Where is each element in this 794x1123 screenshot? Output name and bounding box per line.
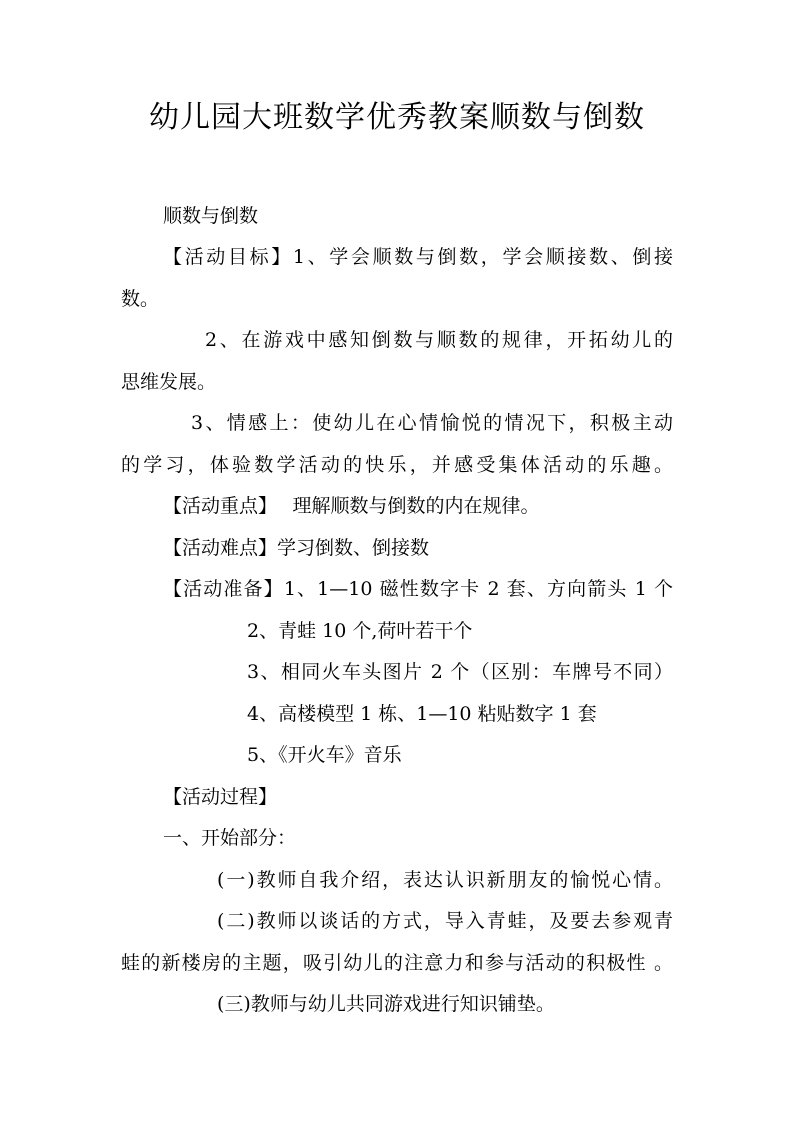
process-step-continued: 蛙的新楼房的主题，吸引幼儿的注意力和参与活动的积极性 。 bbox=[121, 952, 673, 974]
preparation-item: 5、《开火车》音乐 bbox=[247, 744, 402, 766]
process-subheading: 一、开始部分： bbox=[163, 827, 297, 849]
process-step: (二)教师以谈话的方式，导入青蛙，及要去参观青 bbox=[217, 910, 673, 932]
preparation-line: 【活动准备】1、1—10 磁性数字卡 2 套、方向箭头 1 个 bbox=[163, 578, 673, 600]
paragraph-line: 【活动目标】1、学会顺数与倒数，学会顺接数、倒接 bbox=[163, 246, 673, 268]
process-step: (三)教师与幼儿共同游戏进行知识铺垫。 bbox=[217, 993, 555, 1015]
paragraph-line: 思维发展。 bbox=[121, 371, 217, 393]
key-point-line: 【活动重点】 理解顺数与倒数的内在规律。 bbox=[163, 495, 540, 517]
preparation-item: 3、相同火车头图片 2 个（区别：车牌号不同） bbox=[247, 661, 673, 683]
paragraph-line: 的学习，体验数学活动的快乐，并感受集体活动的乐趣。 bbox=[121, 454, 673, 476]
paragraph-line: 3、情感上：使幼儿在心情愉悦的情况下，积极主动 bbox=[191, 412, 673, 434]
document-title: 幼儿园大班数学优秀教案顺数与倒数 bbox=[149, 100, 645, 135]
preparation-item: 2、青蛙 10 个,荷叶若干个 bbox=[247, 620, 473, 642]
process-step: (一)教师自我介绍，表达认识新朋友的愉悦心情。 bbox=[217, 869, 673, 891]
paragraph-line: 2、在游戏中感知倒数与顺数的规律，开拓幼儿的 bbox=[205, 329, 673, 351]
difficulty-line: 【活动难点】学习倒数、倒接数 bbox=[163, 537, 430, 559]
section-heading: 顺数与倒数 bbox=[163, 205, 259, 227]
process-heading: 【活动过程】 bbox=[163, 786, 278, 808]
preparation-item: 4、高楼模型 1 栋、1—10 粘贴数字 1 套 bbox=[247, 703, 597, 725]
paragraph-line: 数。 bbox=[121, 288, 160, 310]
